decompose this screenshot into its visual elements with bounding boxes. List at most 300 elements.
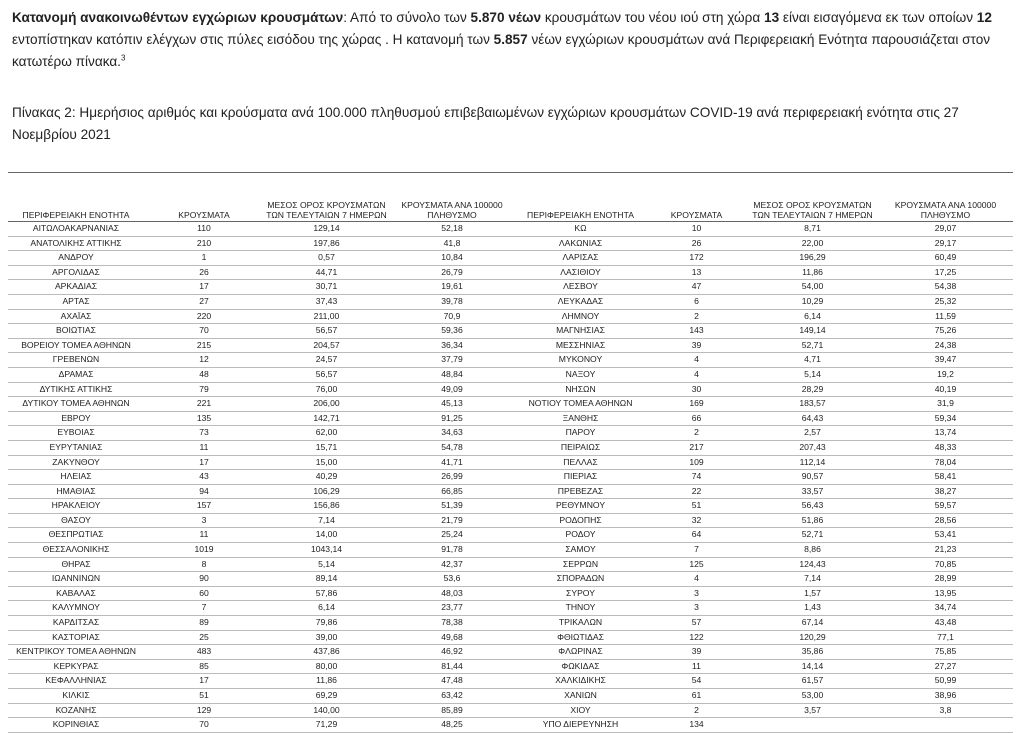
per100k-cell: 26,99 [389, 470, 515, 485]
per100k-cell: 38,27 [878, 484, 1013, 499]
cases-cell: 11 [144, 440, 264, 455]
cases-cell: 43 [144, 470, 264, 485]
table-row [8, 382, 1013, 397]
region-cell: ΡΟΔΟΥ [515, 528, 646, 543]
cases-cell: 217 [646, 440, 747, 455]
avg7-cell: 204,57 [264, 338, 389, 353]
per100k-cell: 77,1 [878, 630, 1013, 645]
per100k-cell: 81,44 [389, 659, 515, 674]
table-row [8, 222, 1013, 237]
per100k-cell: 36,34 [389, 338, 515, 353]
per100k-cell: 51,39 [389, 499, 515, 514]
table-row [8, 557, 1013, 572]
per100k-cell: 47,48 [389, 674, 515, 689]
region-cell: ΚΟΖΑΝΗΣ [8, 703, 144, 718]
avg7-cell: 5,14 [747, 367, 878, 382]
region-cell: ΛΑΚΩΝΙΑΣ [515, 236, 646, 251]
per100k-cell: 49,09 [389, 382, 515, 397]
per100k-cell: 59,36 [389, 324, 515, 339]
per100k-cell: 54,78 [389, 440, 515, 455]
cases-cell: 135 [144, 411, 264, 426]
per100k-cell: 75,26 [878, 324, 1013, 339]
per100k-cell: 50,99 [878, 674, 1013, 689]
cases-cell: 1 [144, 251, 264, 266]
cases-cell: 210 [144, 236, 264, 251]
per100k-cell: 25,24 [389, 528, 515, 543]
avg7-cell: 206,00 [264, 397, 389, 412]
region-cell: ΑΡΤΑΣ [8, 294, 144, 309]
per100k-cell: 39,47 [878, 353, 1013, 368]
avg7-header-left: ΜΕΣΟΣ ΟΡΟΣ ΚΡΟΥΣΜΑΤΩΝ ΤΩΝ ΤΕΛΕΥΤΑΙΩΝ 7 ΗΜΕΡΩΝ [264, 173, 389, 222]
region-cell: ΘΕΣΠΡΩΤΙΑΣ [8, 528, 144, 543]
region-cell: ΧΑΛΚΙΔΙΚΗΣ [515, 674, 646, 689]
intro-text-4: εντοπίστηκαν κατόπιν ελέγχων στις πύλες εισόδου της χώρας . Η κατανομή των [12, 32, 494, 47]
cases-cell: 3 [144, 513, 264, 528]
region-cell: ΛΕΥΚΑΔΑΣ [515, 294, 646, 309]
region-cell: ΘΕΣΣΑΛΟΝΙΚΗΣ [8, 543, 144, 558]
cases-cell: 2 [646, 703, 747, 718]
region-cell: ΝΑΞΟΥ [515, 367, 646, 382]
per100k-cell: 54,38 [878, 280, 1013, 295]
region-cell: ΧΙΟΥ [515, 703, 646, 718]
cases-cell: 60 [144, 586, 264, 601]
cases-cell: 90 [144, 572, 264, 587]
per100k-cell: 59,34 [878, 411, 1013, 426]
table-row [8, 718, 1013, 733]
per100k-cell: 40,19 [878, 382, 1013, 397]
region-cell: ΑΙΤΩΛΟΑΚΑΡΝΑΝΙΑΣ [8, 222, 144, 237]
cases-cell: 11 [144, 528, 264, 543]
per100k-cell: 53,41 [878, 528, 1013, 543]
table-row [8, 440, 1013, 455]
per100k-cell: 21,79 [389, 513, 515, 528]
cases-cell: 10 [646, 222, 747, 237]
avg7-cell: 57,86 [264, 586, 389, 601]
avg7-cell: 149,14 [747, 324, 878, 339]
per100k-cell: 26,79 [389, 265, 515, 280]
cases-cell: 110 [144, 222, 264, 237]
cases-cell: 17 [144, 674, 264, 689]
avg7-cell: 30,71 [264, 280, 389, 295]
region-cell: ΤΗΝΟΥ [515, 601, 646, 616]
region-cell: ΣΥΡΟΥ [515, 586, 646, 601]
per100k-cell: 27,27 [878, 659, 1013, 674]
region-cell: ΑΡΚΑΔΙΑΣ [8, 280, 144, 295]
table-row [8, 367, 1013, 382]
region-cell: ΛΑΣΙΘΙΟΥ [515, 265, 646, 280]
region-cell: ΑΧΑΪΑΣ [8, 309, 144, 324]
cases-header-left: ΚΡΟΥΣΜΑΤΑ [144, 173, 264, 222]
table-row [8, 265, 1013, 280]
region-cell: ΝΗΣΩΝ [515, 382, 646, 397]
table-row [8, 236, 1013, 251]
per100k-cell: 63,42 [389, 689, 515, 704]
region-cell: ΠΕΙΡΑΙΩΣ [515, 440, 646, 455]
region-cell: ΥΠΟ ΔΙΕΡΕΥΝΗΣΗ [515, 718, 646, 733]
avg7-cell: 1043,14 [264, 543, 389, 558]
table-row [8, 528, 1013, 543]
region-cell: ΗΡΑΚΛΕΙΟΥ [8, 499, 144, 514]
avg7-cell: 1,57 [747, 586, 878, 601]
avg7-cell: 69,29 [264, 689, 389, 704]
cases-cell: 89 [144, 616, 264, 631]
cases-cell: 109 [646, 455, 747, 470]
per100k-cell: 48,33 [878, 440, 1013, 455]
avg7-cell: 197,86 [264, 236, 389, 251]
footnote-marker: 3 [120, 53, 126, 63]
intro-lead: Κατανομή ανακοινωθέντων εγχώριων κρουσμάτων [12, 10, 344, 25]
cases-cell: 2 [646, 426, 747, 441]
intro-text-2: κρουσμάτων του νέου ιού στη χώρα [541, 10, 765, 25]
region-cell: ΠΡΕΒΕΖΑΣ [515, 484, 646, 499]
cases-cell: 169 [646, 397, 747, 412]
avg7-cell [747, 718, 878, 733]
region-cell: ΣΕΡΡΩΝ [515, 557, 646, 572]
region-cell: ΔΥΤΙΚΟΥ ΤΟΜΕΑ ΑΘΗΝΩΝ [8, 397, 144, 412]
table-header [8, 173, 1013, 222]
region-cell: ΒΟΡΕΙΟΥ ΤΟΜΕΑ ΑΘΗΝΩΝ [8, 338, 144, 353]
region-cell: ΠΑΡΟΥ [515, 426, 646, 441]
per100k-cell: 13,95 [878, 586, 1013, 601]
per100k-cell: 78,38 [389, 616, 515, 631]
region-cell: ΚΟΡΙΝΘΙΑΣ [8, 718, 144, 733]
avg7-cell: 7,14 [264, 513, 389, 528]
per100k-cell: 46,92 [389, 645, 515, 660]
per100k-cell: 11,59 [878, 309, 1013, 324]
avg7-cell: 0,57 [264, 251, 389, 266]
region-cell: ΞΑΝΘΗΣ [515, 411, 646, 426]
avg7-cell: 39,00 [264, 630, 389, 645]
region-cell: ΕΒΡΟΥ [8, 411, 144, 426]
cases-cell: 57 [646, 616, 747, 631]
region-cell: ΛΕΣΒΟΥ [515, 280, 646, 295]
avg7-cell: 11,86 [264, 674, 389, 689]
cases-cell: 7 [144, 601, 264, 616]
cases-cell: 61 [646, 689, 747, 704]
header-row [8, 173, 1013, 222]
per100k-cell: 10,84 [389, 251, 515, 266]
avg7-cell: 183,57 [747, 397, 878, 412]
per100k-cell: 48,03 [389, 586, 515, 601]
region-cell: ΝΟΤΙΟΥ ΤΟΜΕΑ ΑΘΗΝΩΝ [515, 397, 646, 412]
per100k-cell: 29,17 [878, 236, 1013, 251]
avg7-cell: 62,00 [264, 426, 389, 441]
region-cell: ΕΥΡΥΤΑΝΙΑΣ [8, 440, 144, 455]
region-cell: ΒΟΙΩΤΙΑΣ [8, 324, 144, 339]
cases-cell: 129 [144, 703, 264, 718]
per100k-cell: 28,99 [878, 572, 1013, 587]
per100k-cell: 85,89 [389, 703, 515, 718]
cases-cell: 215 [144, 338, 264, 353]
per100k-header-left: ΚΡΟΥΣΜΑΤΑ ΑΝΑ 100000 ΠΛΗΘΥΣΜΟ [389, 173, 515, 222]
cases-cell: 64 [646, 528, 747, 543]
region-cell: ΜΕΣΣΗΝΙΑΣ [515, 338, 646, 353]
per100k-cell: 52,18 [389, 222, 515, 237]
per100k-cell: 38,96 [878, 689, 1013, 704]
intro-total: 5.870 νέων [470, 10, 542, 25]
avg7-cell: 40,29 [264, 470, 389, 485]
cases-cell: 11 [646, 659, 747, 674]
cases-cell: 73 [144, 426, 264, 441]
avg7-cell: 140,00 [264, 703, 389, 718]
per100k-cell: 78,04 [878, 455, 1013, 470]
intro-text-5: νέων εγχώριων κρουσμάτων ανά Περιφερειακή Ενότητα παρουσιάζεται στον κατωτέρω πίνακα. [12, 32, 991, 69]
avg7-cell: 67,14 [747, 616, 878, 631]
avg7-cell: 33,57 [747, 484, 878, 499]
avg7-cell: 24,57 [264, 353, 389, 368]
per100k-cell: 41,71 [389, 455, 515, 470]
region-cell: ΣΑΜΟΥ [515, 543, 646, 558]
region-cell: ΗΛΕΙΑΣ [8, 470, 144, 485]
table-row [8, 586, 1013, 601]
region-cell: ΚΩ [515, 222, 646, 237]
intro-domestic: 5.857 [493, 32, 528, 47]
intro-text-1: : Από το σύνολο των [343, 10, 471, 25]
avg7-cell: 196,29 [747, 251, 878, 266]
table-row [8, 601, 1013, 616]
cases-cell: 54 [646, 674, 747, 689]
cases-cell: 1019 [144, 543, 264, 558]
table-row [8, 309, 1013, 324]
per100k-cell: 23,77 [389, 601, 515, 616]
table-row [8, 470, 1013, 485]
per100k-cell: 49,68 [389, 630, 515, 645]
region-cell: ΚΕΝΤΡΙΚΟΥ ΤΟΜΕΑ ΑΘΗΝΩΝ [8, 645, 144, 660]
table-row [8, 411, 1013, 426]
avg7-cell: 90,57 [747, 470, 878, 485]
per100k-cell: 19,61 [389, 280, 515, 295]
cases-cell: 51 [646, 499, 747, 514]
table-row [8, 426, 1013, 441]
per100k-cell: 42,37 [389, 557, 515, 572]
cases-cell: 483 [144, 645, 264, 660]
cases-cell: 32 [646, 513, 747, 528]
region-cell: ΗΜΑΘΙΑΣ [8, 484, 144, 499]
avg7-cell: 56,43 [747, 499, 878, 514]
region-cell: ΡΕΘΥΜΝΟΥ [515, 499, 646, 514]
avg7-cell: 35,86 [747, 645, 878, 660]
region-cell: ΚΑΡΔΙΤΣΑΣ [8, 616, 144, 631]
cases-header-right: ΚΡΟΥΣΜΑΤΑ [646, 173, 747, 222]
per100k-cell: 31,9 [878, 397, 1013, 412]
cases-cell: 13 [646, 265, 747, 280]
table-row [8, 338, 1013, 353]
cases-cell: 22 [646, 484, 747, 499]
cases-cell: 51 [144, 689, 264, 704]
avg7-cell: 207,43 [747, 440, 878, 455]
avg7-cell: 120,29 [747, 630, 878, 645]
table-row [8, 455, 1013, 470]
cases-cell: 6 [646, 294, 747, 309]
cases-cell: 26 [646, 236, 747, 251]
avg7-cell: 129,14 [264, 222, 389, 237]
region-cell: ΚΕΦΑΛΛΗΝΙΑΣ [8, 674, 144, 689]
cases-cell: 85 [144, 659, 264, 674]
avg7-cell: 11,86 [747, 265, 878, 280]
avg7-cell: 52,71 [747, 338, 878, 353]
cases-cell: 7 [646, 543, 747, 558]
cases-cell: 143 [646, 324, 747, 339]
avg7-cell: 4,71 [747, 353, 878, 368]
table-row [8, 484, 1013, 499]
cases-cell: 134 [646, 718, 747, 733]
per100k-cell: 58,41 [878, 470, 1013, 485]
region-cell: ΕΥΒΟΙΑΣ [8, 426, 144, 441]
avg7-cell: 52,71 [747, 528, 878, 543]
table-row [8, 324, 1013, 339]
avg7-cell: 28,29 [747, 382, 878, 397]
region-cell: ΜΥΚΟΝΟΥ [515, 353, 646, 368]
table-row [8, 294, 1013, 309]
per100k-cell: 75,85 [878, 645, 1013, 660]
cases-cell: 221 [144, 397, 264, 412]
table-row [8, 616, 1013, 631]
intro-paragraph [12, 7, 1012, 73]
region-cell: ΜΑΓΝΗΣΙΑΣ [515, 324, 646, 339]
cases-cell: 70 [144, 718, 264, 733]
region-cell: ΘΑΣΟΥ [8, 513, 144, 528]
per100k-cell: 29,07 [878, 222, 1013, 237]
avg7-cell: 54,00 [747, 280, 878, 295]
avg7-cell: 22,00 [747, 236, 878, 251]
cases-cell: 3 [646, 586, 747, 601]
avg7-cell: 1,43 [747, 601, 878, 616]
region-cell: ΦΛΩΡΙΝΑΣ [515, 645, 646, 660]
intro-imported: 13 [764, 10, 780, 25]
table-row [8, 572, 1013, 587]
per100k-cell: 24,38 [878, 338, 1013, 353]
avg7-cell: 156,86 [264, 499, 389, 514]
avg7-cell: 61,57 [747, 674, 878, 689]
table-row [8, 630, 1013, 645]
cases-cell: 47 [646, 280, 747, 295]
per100k-cell: 59,57 [878, 499, 1013, 514]
avg7-cell: 437,86 [264, 645, 389, 660]
table-row [8, 703, 1013, 718]
cases-table [8, 172, 1013, 733]
per100k-cell: 25,32 [878, 294, 1013, 309]
table-row [8, 645, 1013, 660]
per100k-cell: 34,63 [389, 426, 515, 441]
region-cell: ΔΡΑΜΑΣ [8, 367, 144, 382]
cases-cell: 30 [646, 382, 747, 397]
per100k-cell: 3,8 [878, 703, 1013, 718]
avg7-cell: 7,14 [747, 572, 878, 587]
avg7-cell: 76,00 [264, 382, 389, 397]
per100k-cell: 17,25 [878, 265, 1013, 280]
cases-cell: 74 [646, 470, 747, 485]
avg7-cell: 56,57 [264, 367, 389, 382]
per100k-cell: 70,85 [878, 557, 1013, 572]
region-cell: ΔΥΤΙΚΗΣ ΑΤΤΙΚΗΣ [8, 382, 144, 397]
cases-cell: 125 [646, 557, 747, 572]
table-row [8, 659, 1013, 674]
table-row [8, 499, 1013, 514]
cases-cell: 70 [144, 324, 264, 339]
avg7-cell: 8,86 [747, 543, 878, 558]
avg7-cell: 211,00 [264, 309, 389, 324]
table-body [8, 222, 1013, 733]
region-cell: ΤΡΙΚΑΛΩΝ [515, 616, 646, 631]
cases-cell: 26 [144, 265, 264, 280]
avg7-cell: 37,43 [264, 294, 389, 309]
per100k-cell: 19,2 [878, 367, 1013, 382]
region-cell: ΣΠΟΡΑΔΩΝ [515, 572, 646, 587]
region-cell: ΑΡΓΟΛΙΔΑΣ [8, 265, 144, 280]
region-cell: ΚΙΛΚΙΣ [8, 689, 144, 704]
avg7-cell: 89,14 [264, 572, 389, 587]
region-cell: ΘΗΡΑΣ [8, 557, 144, 572]
avg7-cell: 51,86 [747, 513, 878, 528]
table-row [8, 513, 1013, 528]
cases-cell: 8 [144, 557, 264, 572]
avg7-cell: 44,71 [264, 265, 389, 280]
per100k-cell: 70,9 [389, 309, 515, 324]
avg7-cell: 71,29 [264, 718, 389, 733]
per100k-cell: 28,56 [878, 513, 1013, 528]
cases-cell: 4 [646, 572, 747, 587]
cases-cell: 157 [144, 499, 264, 514]
region-cell: ΑΝΔΡΟΥ [8, 251, 144, 266]
region-cell: ΧΑΝΙΩΝ [515, 689, 646, 704]
table-row [8, 543, 1013, 558]
region-cell: ΙΩΑΝΝΙΝΩΝ [8, 572, 144, 587]
region-cell: ΛΗΜΝΟΥ [515, 309, 646, 324]
cases-cell: 4 [646, 353, 747, 368]
intro-gates: 12 [976, 10, 992, 25]
avg7-cell: 14,00 [264, 528, 389, 543]
region-cell: ΦΘΙΩΤΙΔΑΣ [515, 630, 646, 645]
per100k-cell: 21,23 [878, 543, 1013, 558]
avg7-cell: 8,71 [747, 222, 878, 237]
avg7-cell: 53,00 [747, 689, 878, 704]
cases-cell: 17 [144, 280, 264, 295]
cases-cell: 25 [144, 630, 264, 645]
avg7-cell: 80,00 [264, 659, 389, 674]
per100k-cell: 43,48 [878, 616, 1013, 631]
table-row [8, 353, 1013, 368]
per100k-cell: 91,78 [389, 543, 515, 558]
region-cell: ΚΑΛΥΜΝΟΥ [8, 601, 144, 616]
cases-cell: 27 [144, 294, 264, 309]
per100k-cell: 45,13 [389, 397, 515, 412]
region-cell: ΚΕΡΚΥΡΑΣ [8, 659, 144, 674]
region-cell: ΚΑΒΑΛΑΣ [8, 586, 144, 601]
per100k-cell: 41,8 [389, 236, 515, 251]
avg7-cell: 14,14 [747, 659, 878, 674]
per100k-cell: 37,79 [389, 353, 515, 368]
avg7-cell: 3,57 [747, 703, 878, 718]
region-header-left: ΠΕΡΙΦΕΡΕΙΑΚΗ ΕΝΟΤΗΤΑ [8, 173, 144, 222]
cases-cell: 4 [646, 367, 747, 382]
cases-cell: 2 [646, 309, 747, 324]
avg7-cell: 6,14 [264, 601, 389, 616]
avg7-cell: 64,43 [747, 411, 878, 426]
region-cell: ΠΙΕΡΙΑΣ [515, 470, 646, 485]
region-cell: ΡΟΔΟΠΗΣ [515, 513, 646, 528]
cases-cell: 94 [144, 484, 264, 499]
avg7-cell: 56,57 [264, 324, 389, 339]
per100k-header-right: ΚΡΟΥΣΜΑΤΑ ΑΝΑ 100000 ΠΛΗΘΥΣΜΟ [878, 173, 1013, 222]
cases-cell: 172 [646, 251, 747, 266]
per100k-cell: 13,74 [878, 426, 1013, 441]
per100k-cell: 48,25 [389, 718, 515, 733]
region-cell: ΑΝΑΤΟΛΙΚΗΣ ΑΤΤΙΚΗΣ [8, 236, 144, 251]
table-row [8, 397, 1013, 412]
avg7-cell: 10,29 [747, 294, 878, 309]
per100k-cell: 91,25 [389, 411, 515, 426]
table-row [8, 674, 1013, 689]
